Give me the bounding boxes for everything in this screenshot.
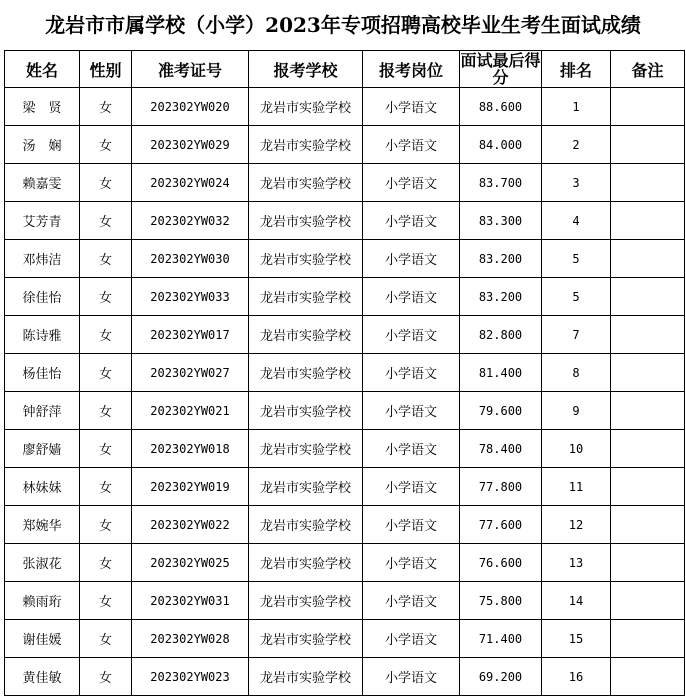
cell-exam-id: 202302YW027 bbox=[132, 354, 249, 392]
cell-school: 龙岩市实验学校 bbox=[249, 582, 363, 620]
cell-position: 小学语文 bbox=[363, 354, 460, 392]
cell-school: 龙岩市实验学校 bbox=[249, 164, 363, 202]
cell-rank: 14 bbox=[542, 582, 611, 620]
cell-school: 龙岩市实验学校 bbox=[249, 658, 363, 696]
cell-name: 杨佳怡 bbox=[5, 354, 80, 392]
score-table bbox=[4, 50, 685, 696]
cell-remark bbox=[611, 658, 685, 696]
cell-name: 邓炜洁 bbox=[5, 240, 80, 278]
table-row bbox=[5, 88, 685, 126]
cell-gender: 女 bbox=[80, 240, 132, 278]
cell-gender: 女 bbox=[80, 544, 132, 582]
cell-exam-id: 202302YW033 bbox=[132, 278, 249, 316]
header-exam-id: 准考证号 bbox=[132, 51, 249, 88]
cell-school: 龙岩市实验学校 bbox=[249, 506, 363, 544]
header-name: 姓名 bbox=[5, 51, 80, 88]
cell-exam-id: 202302YW023 bbox=[132, 658, 249, 696]
cell-remark bbox=[611, 202, 685, 240]
table-row bbox=[5, 126, 685, 164]
cell-position: 小学语文 bbox=[363, 164, 460, 202]
cell-rank: 13 bbox=[542, 544, 611, 582]
table-row bbox=[5, 544, 685, 582]
cell-rank: 1 bbox=[542, 88, 611, 126]
cell-exam-id: 202302YW025 bbox=[132, 544, 249, 582]
cell-exam-id: 202302YW020 bbox=[132, 88, 249, 126]
cell-school: 龙岩市实验学校 bbox=[249, 316, 363, 354]
cell-name: 梁 贤 bbox=[5, 88, 80, 126]
cell-name: 谢佳媛 bbox=[5, 620, 80, 658]
cell-remark bbox=[611, 392, 685, 430]
cell-rank: 3 bbox=[542, 164, 611, 202]
cell-position: 小学语文 bbox=[363, 316, 460, 354]
table-row bbox=[5, 392, 685, 430]
cell-score: 78.400 bbox=[460, 430, 542, 468]
cell-name: 钟舒萍 bbox=[5, 392, 80, 430]
cell-rank: 5 bbox=[542, 278, 611, 316]
cell-exam-id: 202302YW019 bbox=[132, 468, 249, 506]
cell-position: 小学语文 bbox=[363, 126, 460, 164]
header-school: 报考学校 bbox=[249, 51, 363, 88]
cell-remark bbox=[611, 88, 685, 126]
table-row bbox=[5, 468, 685, 506]
cell-exam-id: 202302YW017 bbox=[132, 316, 249, 354]
cell-score: 83.300 bbox=[460, 202, 542, 240]
cell-name: 张淑花 bbox=[5, 544, 80, 582]
cell-gender: 女 bbox=[80, 354, 132, 392]
cell-rank: 5 bbox=[542, 240, 611, 278]
cell-exam-id: 202302YW032 bbox=[132, 202, 249, 240]
cell-rank: 12 bbox=[542, 506, 611, 544]
cell-gender: 女 bbox=[80, 278, 132, 316]
cell-name: 艾芳青 bbox=[5, 202, 80, 240]
cell-score: 84.000 bbox=[460, 126, 542, 164]
cell-exam-id: 202302YW031 bbox=[132, 582, 249, 620]
cell-score: 82.800 bbox=[460, 316, 542, 354]
cell-school: 龙岩市实验学校 bbox=[249, 126, 363, 164]
cell-gender: 女 bbox=[80, 506, 132, 544]
header-gender: 性别 bbox=[80, 51, 132, 88]
cell-score: 69.200 bbox=[460, 658, 542, 696]
cell-remark bbox=[611, 468, 685, 506]
header-position: 报考岗位 bbox=[363, 51, 460, 88]
cell-remark bbox=[611, 240, 685, 278]
cell-gender: 女 bbox=[80, 164, 132, 202]
cell-gender: 女 bbox=[80, 468, 132, 506]
cell-position: 小学语文 bbox=[363, 240, 460, 278]
table-row bbox=[5, 658, 685, 696]
cell-school: 龙岩市实验学校 bbox=[249, 544, 363, 582]
cell-name: 林妹妹 bbox=[5, 468, 80, 506]
cell-remark bbox=[611, 430, 685, 468]
cell-name: 郑婉华 bbox=[5, 506, 80, 544]
cell-rank: 15 bbox=[542, 620, 611, 658]
cell-position: 小学语文 bbox=[363, 620, 460, 658]
cell-position: 小学语文 bbox=[363, 278, 460, 316]
cell-position: 小学语文 bbox=[363, 506, 460, 544]
cell-remark bbox=[611, 164, 685, 202]
cell-score: 77.800 bbox=[460, 468, 542, 506]
cell-rank: 9 bbox=[542, 392, 611, 430]
cell-school: 龙岩市实验学校 bbox=[249, 468, 363, 506]
cell-score: 75.800 bbox=[460, 582, 542, 620]
table-row bbox=[5, 582, 685, 620]
cell-school: 龙岩市实验学校 bbox=[249, 392, 363, 430]
table-row bbox=[5, 278, 685, 316]
cell-remark bbox=[611, 620, 685, 658]
cell-school: 龙岩市实验学校 bbox=[249, 240, 363, 278]
cell-score: 76.600 bbox=[460, 544, 542, 582]
cell-rank: 8 bbox=[542, 354, 611, 392]
cell-rank: 10 bbox=[542, 430, 611, 468]
cell-position: 小学语文 bbox=[363, 202, 460, 240]
cell-gender: 女 bbox=[80, 316, 132, 354]
cell-exam-id: 202302YW021 bbox=[132, 392, 249, 430]
table-row bbox=[5, 506, 685, 544]
cell-name: 陈诗雅 bbox=[5, 316, 80, 354]
cell-exam-id: 202302YW022 bbox=[132, 506, 249, 544]
cell-school: 龙岩市实验学校 bbox=[249, 354, 363, 392]
cell-name: 汤 娴 bbox=[5, 126, 80, 164]
cell-school: 龙岩市实验学校 bbox=[249, 430, 363, 468]
cell-gender: 女 bbox=[80, 620, 132, 658]
cell-score: 83.200 bbox=[460, 240, 542, 278]
cell-gender: 女 bbox=[80, 392, 132, 430]
cell-remark bbox=[611, 278, 685, 316]
cell-rank: 4 bbox=[542, 202, 611, 240]
header-score: 面试最后得分 bbox=[460, 51, 541, 87]
cell-exam-id: 202302YW028 bbox=[132, 620, 249, 658]
cell-name: 赖雨珩 bbox=[5, 582, 80, 620]
cell-gender: 女 bbox=[80, 202, 132, 240]
cell-school: 龙岩市实验学校 bbox=[249, 278, 363, 316]
cell-score: 77.600 bbox=[460, 506, 542, 544]
table-row bbox=[5, 430, 685, 468]
cell-score: 83.200 bbox=[460, 278, 542, 316]
cell-school: 龙岩市实验学校 bbox=[249, 202, 363, 240]
cell-score: 83.700 bbox=[460, 164, 542, 202]
cell-school: 龙岩市实验学校 bbox=[249, 88, 363, 126]
cell-position: 小学语文 bbox=[363, 88, 460, 126]
cell-name: 赖嘉雯 bbox=[5, 164, 80, 202]
cell-position: 小学语文 bbox=[363, 430, 460, 468]
table-row bbox=[5, 202, 685, 240]
cell-position: 小学语文 bbox=[363, 544, 460, 582]
table-row bbox=[5, 240, 685, 278]
cell-exam-id: 202302YW029 bbox=[132, 126, 249, 164]
cell-gender: 女 bbox=[80, 88, 132, 126]
cell-gender: 女 bbox=[80, 126, 132, 164]
header-rank: 排名 bbox=[542, 51, 611, 88]
cell-score: 79.600 bbox=[460, 392, 542, 430]
table-row bbox=[5, 164, 685, 202]
cell-score: 71.400 bbox=[460, 620, 542, 658]
table-body bbox=[5, 88, 685, 696]
cell-remark bbox=[611, 506, 685, 544]
cell-gender: 女 bbox=[80, 430, 132, 468]
cell-position: 小学语文 bbox=[363, 582, 460, 620]
table-row bbox=[5, 316, 685, 354]
cell-remark bbox=[611, 354, 685, 392]
cell-position: 小学语文 bbox=[363, 392, 460, 430]
cell-school: 龙岩市实验学校 bbox=[249, 620, 363, 658]
cell-remark bbox=[611, 582, 685, 620]
cell-remark bbox=[611, 544, 685, 582]
cell-name: 廖舒嫱 bbox=[5, 430, 80, 468]
cell-remark bbox=[611, 126, 685, 164]
cell-rank: 2 bbox=[542, 126, 611, 164]
table-row bbox=[5, 354, 685, 392]
cell-name: 黄佳敏 bbox=[5, 658, 80, 696]
cell-position: 小学语文 bbox=[363, 658, 460, 696]
cell-name: 徐佳怡 bbox=[5, 278, 80, 316]
cell-exam-id: 202302YW030 bbox=[132, 240, 249, 278]
cell-gender: 女 bbox=[80, 658, 132, 696]
table-row bbox=[5, 620, 685, 658]
cell-remark bbox=[611, 316, 685, 354]
cell-position: 小学语文 bbox=[363, 468, 460, 506]
cell-rank: 16 bbox=[542, 658, 611, 696]
cell-score: 88.600 bbox=[460, 88, 542, 126]
cell-exam-id: 202302YW024 bbox=[132, 164, 249, 202]
cell-gender: 女 bbox=[80, 582, 132, 620]
cell-score: 81.400 bbox=[460, 354, 542, 392]
cell-rank: 7 bbox=[542, 316, 611, 354]
cell-exam-id: 202302YW018 bbox=[132, 430, 249, 468]
table-header-row bbox=[5, 51, 685, 88]
cell-rank: 11 bbox=[542, 468, 611, 506]
header-remark: 备注 bbox=[611, 51, 685, 88]
document-title: 龙岩市市属学校（小学）2023年专项招聘高校毕业生考生面试成绩 bbox=[45, 13, 641, 37]
